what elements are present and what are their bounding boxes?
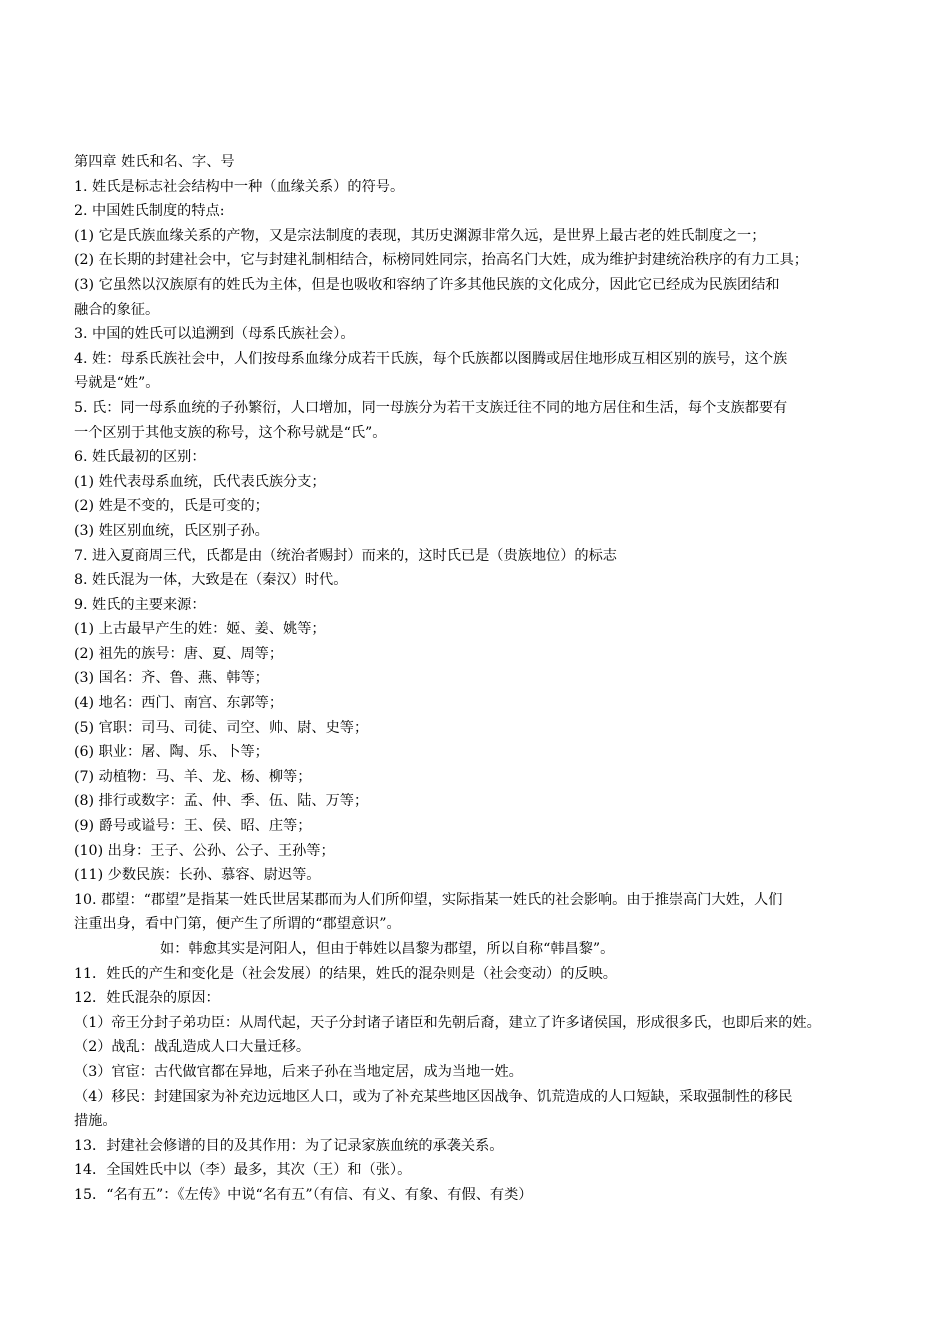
text-line: (9) 爵号或谥号：王、侯、昭、庄等； [74, 818, 312, 835]
text-line: 1. 姓氏是标志社会结构中一种（血缘关系）的符号。 [74, 178, 405, 195]
text-line: (11) 少数民族：长孙、慕容、尉迟等。 [74, 867, 321, 884]
text-line: (8) 排行或数字：孟、仲、季、伍、陆、万等； [74, 793, 369, 810]
text-line: 5. 氏：同一母系血统的子孙繁衍，人口增加，同一母族分为若干支族迁往不同的地方居住和生活，每个支族都要有 [74, 399, 788, 416]
text-line: (2) 祖先的族号：唐、夏、周等； [74, 645, 284, 662]
text-line: (2) 姓是不变的，氏是可变的； [74, 498, 269, 515]
text-line: 13．封建社会修谱的目的及其作用：为了记录家族血统的承袭关系。 [74, 1137, 504, 1154]
text-line: 9. 姓氏的主要来源： [74, 596, 206, 613]
text-line: (3) 姓区别血统，氏区别子孙。 [74, 522, 269, 539]
text-line: (1) 它是氏族血缘关系的产物，又是宗法制度的表现，其历史渊源非常久远，是世界上最古老的姓氏制度之一； [74, 227, 766, 244]
document-page [74, 150, 904, 1208]
text-line: （3）官宦：古代做官都在异地，后来子孙在当地定居，成为当地一姓。 [74, 1063, 523, 1080]
text-line: 注重出身，看中门第，便产生了所谓的“郡望意识”。 [74, 916, 401, 933]
text-line: 融合的象征。 [74, 301, 160, 318]
text-line: (2) 在长期的封建社会中，它与封建礼制相结合，标榜同姓同宗，抬高名门大姓，成为维护封建统治秩序的有力工具； [74, 252, 808, 269]
text-line: (4) 地名：西门、南宫、东郭等； [74, 695, 284, 712]
text-line: (6) 职业：屠、陶、乐、卜等； [74, 744, 269, 761]
text-line: 7. 进入夏商周三代，氏都是由（统治者赐封）而来的，这时氏已是（贵族地位）的标志 [74, 547, 617, 564]
chapter-title: 第四章 姓氏和名、字、号 [74, 154, 235, 170]
text-line: 15．“名有五”：《左传》中说“名有五”（有信、有义、有象、有假、有类） [74, 1186, 533, 1203]
text-line: 3. 中国的姓氏可以追溯到（母系氏族社会）。 [74, 326, 355, 343]
text-line: 11．姓氏的产生和变化是（社会发展）的结果，姓氏的混杂则是（社会变动）的反映。 [74, 965, 617, 982]
text-line: (7) 动植物：马、羊、龙、杨、柳等； [74, 768, 312, 785]
text-line: (10) 出身：王子、公孙、公子、王孙等； [74, 842, 335, 859]
text-line: 2. 中国姓氏制度的特点: [74, 203, 225, 220]
text-line: （1）帝王分封子弟功臣：从周代起，天子分封诸子诸臣和先朝后裔，建立了许多诸侯国，形成很多氏，也即后来的姓。 [74, 1014, 821, 1031]
text-line: (3) 国名：齐、鲁、燕、韩等； [74, 670, 269, 687]
text-line: （2）战乱：战乱造成人口大量迁移。 [74, 1039, 311, 1056]
text-line: (1) 上古最早产生的姓：姬、姜、姚等； [74, 621, 326, 638]
text-line: 14．全国姓氏中以（李）最多，其次（王）和（张）。 [74, 1162, 412, 1179]
text-line: (3) 它虽然以汉族原有的姓氏为主体，但是也吸收和容纳了许多其他民族的文化成分，因此它已经成为民族团结和 [74, 276, 780, 293]
text-line: 一个区别于其他支族的称号，这个称号就是“氏”。 [74, 424, 387, 441]
text-line: 12．姓氏混杂的原因： [74, 990, 220, 1007]
text-line: 6. 姓氏最初的区别： [74, 449, 206, 466]
text-line: 8. 姓氏混为一体，大致是在（秦汉）时代。 [74, 572, 348, 589]
text-line: （4）移民：封建国家为补充边远地区人口，或为了补充某些地区因战争、饥荒造成的人口短缺，采取强制性的移民 [74, 1088, 793, 1105]
example-line: 如：韩愈其实是河阳人，但由于韩姓以昌黎为郡望，所以自称“韩昌黎”。 [160, 941, 615, 957]
text-line: 10. 郡望：“郡望”是指某一姓氏世居某郡而为人们所仰望，实际指某一姓氏的社会影响。由于推崇高门大姓，人们 [74, 891, 783, 908]
text-line: (5) 官职：司马、司徒、司空、帅、尉、史等； [74, 719, 369, 736]
text-line: (1) 姓代表母系血统，氏代表氏族分支； [74, 473, 326, 490]
text-line: 措施。 [74, 1113, 117, 1130]
text-line: 号就是“姓”。 [74, 375, 160, 392]
text-line: 4. 姓：母系氏族社会中，人们按母系血缘分成若干氏族，每个氏族都以图腾或居住地形成互相区别的族号，这个族 [74, 350, 788, 367]
